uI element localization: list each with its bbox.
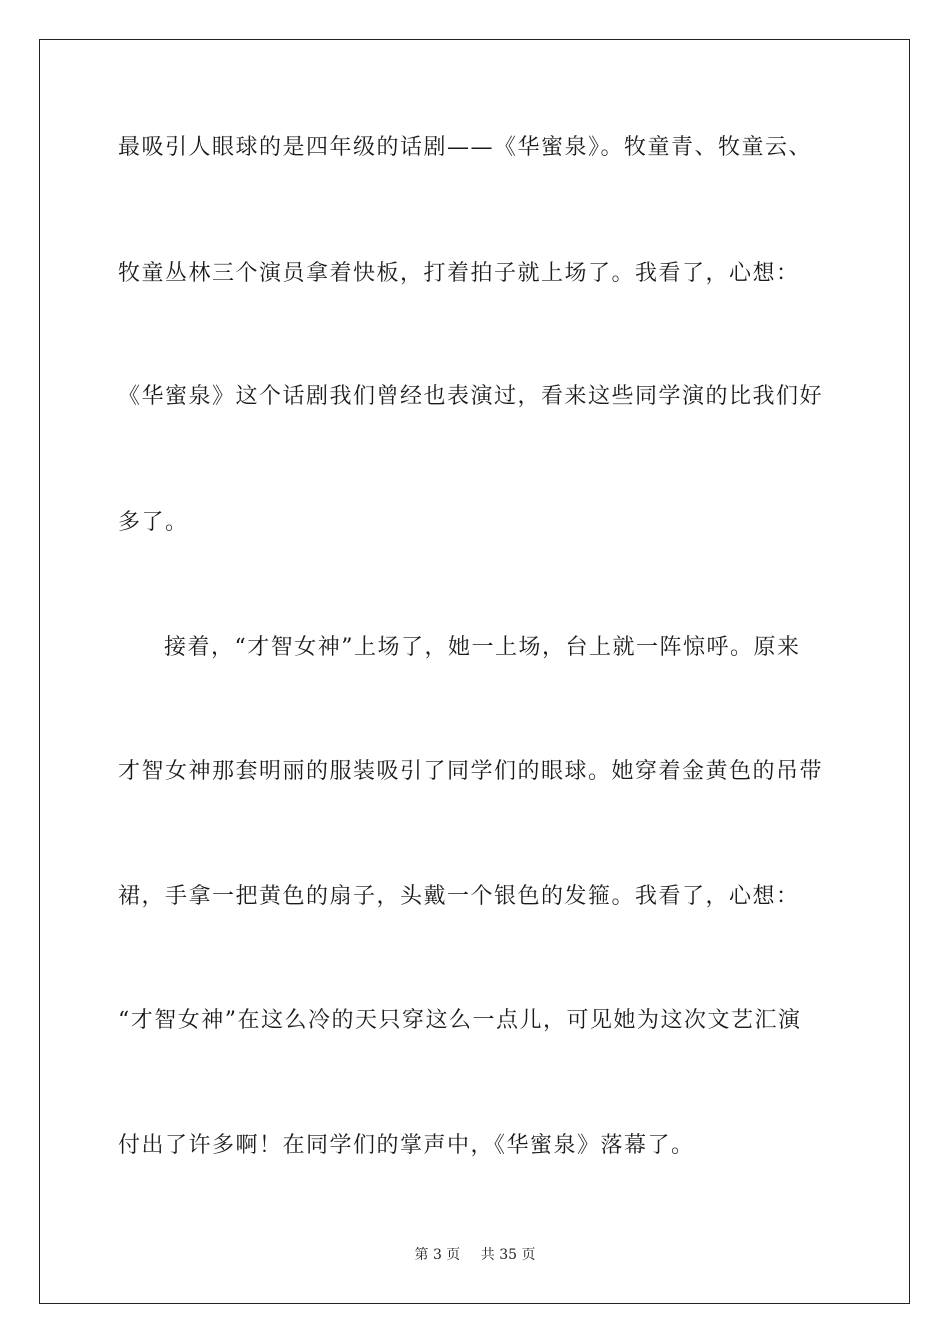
paragraph-line: 《华蜜泉》这个话剧我们曾经也表演过，看来这些同学演的比我们好 <box>118 384 824 409</box>
paragraph-line: 付出了许多啊！在同学们的掌声中，《华蜜泉》落幕了。 <box>118 1133 695 1158</box>
paragraph-line: 多了。 <box>118 510 189 535</box>
page-footer <box>0 1246 950 1264</box>
page-total: 共 35 页 <box>480 1247 536 1263</box>
paragraph-line: 裙，手拿一把黄色的扇子，头戴一个银色的发箍。我看了，心想： <box>118 884 800 909</box>
paragraph-line: “才智女神”在这么冷的天只穿这么一点儿，可见她为这次文艺汇演 <box>118 1008 802 1033</box>
page-number: 第 3 页 <box>414 1247 461 1263</box>
paragraph-line: 才智女神那套明丽的服装吸引了同学们的眼球。她穿着金黄色的吊带 <box>118 759 824 784</box>
paragraph-line: 牧童丛林三个演员拿着快板，打着拍子就上场了。我看了，心想： <box>118 261 800 286</box>
page-border <box>39 39 910 1304</box>
paragraph-line: 最吸引人眼球的是四年级的话剧——《华蜜泉》。牧童青、牧童云、 <box>118 135 813 160</box>
paragraph-line: 接着，“才智女神”上场了，她一上场，台上就一阵惊呼。原来 <box>164 635 801 660</box>
